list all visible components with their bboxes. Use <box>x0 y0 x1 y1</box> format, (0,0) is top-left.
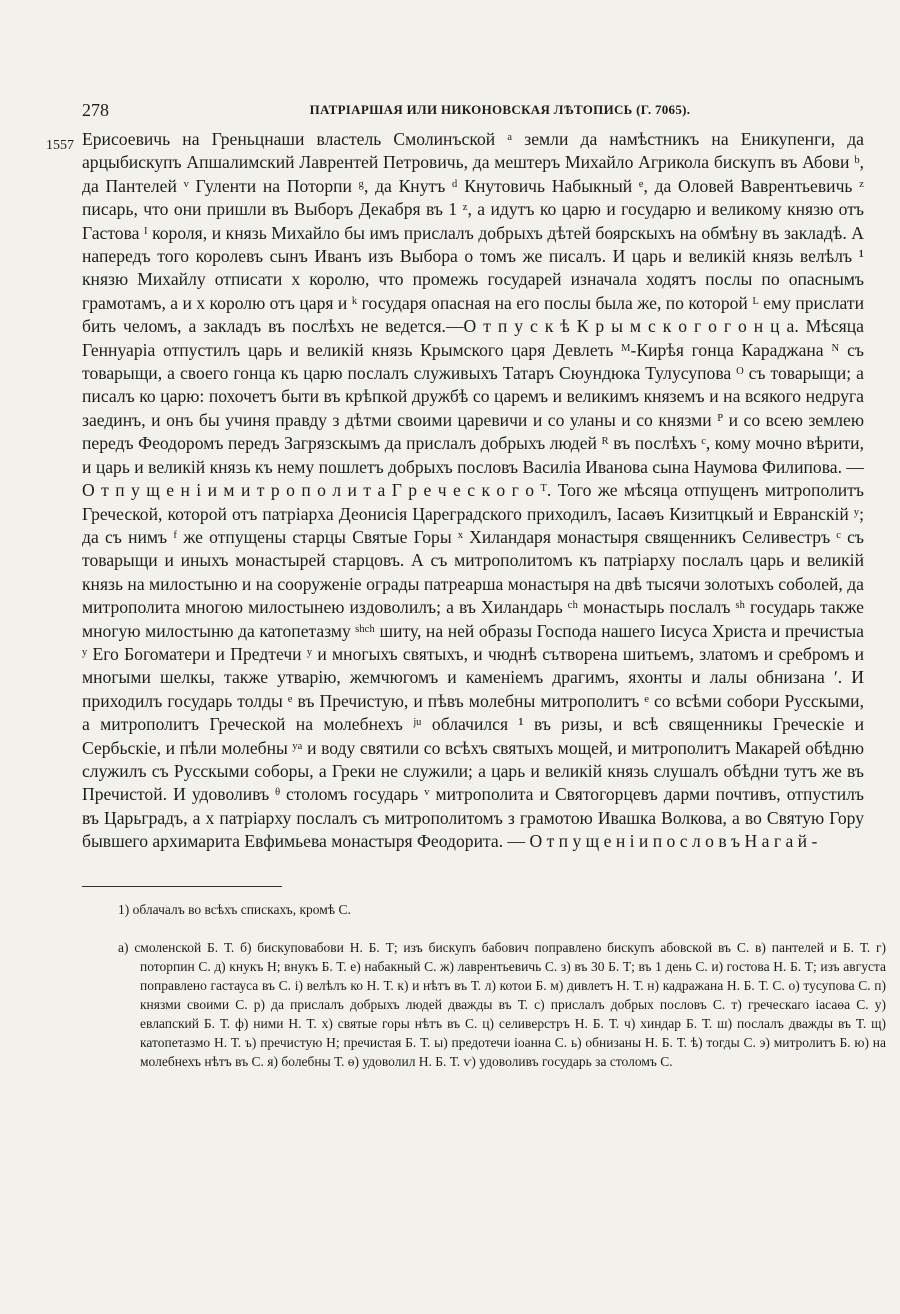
variant-readings: а) смоленской Б. Т. б) бискуповабови Н. Б. Т; изъ бискупъ бабович поправлено бискупъ абовской въ С. в) пантелей и Б. Т. г) поторпин С. д) кнукъ Н; внукъ Б. Т. е) набакный С. ж) лаврентьевичь С. з) въ 30 Б. Т; въ 1 день С. и) гостова Н. Б. Т; изъ августа поправлено гастауса въ С. і) велѣлъ ко Н. Т. к) и нѣтъ въ Т. л) котои Б. м) дивлетъ Н. Т. н) кадражана Н. Б. Т. С. о) тусупова С. п) князми своими С. р) да прислалъ добрыхъ людей дважды въ Т. с) прислалъ добрых пословъ С. т) греческаго іасаѳа С. у) евлапский Б. Т. ф) ними Н. Т. х) святые горы нѣтъ въ С. ц) селиверстръ Н. Б. Т. ч) хиндар Б. Т. ш) послалъ дважды въ Т. щ) катопетазмо Н. Т. ъ) пречистую Н; пречистая Б. Т. ы) предотечи іоанна С. ь) обнизаны Н. Б. Т. ѣ) тогды С. э) митролитъ Б. ю) на молебнехъ нѣтъ въ С. я) болебны Т. ѳ) удоволил Н. Б. Т. ѵ) удоволивъ государь за столомъ С. <box>118 940 886 1069</box>
footnote-1: 1) облачалъ во всѣхъ спискахъ, кромѣ С. <box>118 902 351 917</box>
margin-year: 1557 <box>46 138 74 153</box>
page-number: 278 <box>82 100 109 120</box>
footnote-divider <box>82 886 282 887</box>
chronicle-text: Ерисоевичь на Греньцнаши властель Смолинъской ᵃ земли да намѣстникъ на Еникупенги, да арцыбискупъ Апшалимский Лаврентей Петровичь, да мештеръ Михайло Агрикола бискупъ въ Абови ᵇ, да Пантелей ᵛ Гуленти на Поторпи ᵍ, да Кнутъ ᵈ Кнутовичь Набыкный ᵉ, да Оловей Ваврентьевичь ᶻ писарь, что они пришли въ Выборъ Декабря въ 1 ᶻ, а идутъ ко царю и государю и великому князю отъ Гастова ᴵ короля, и князь Михайло бы имъ прислалъ добрыхъ дѣтей боярскыхъ на обмѣну въ закладѣ. А напередъ того королевъ сынъ Иванъ изъ Выбора о томъ же писалъ. И царь и великій князь велѣлъ ¹ князю Михайлу отписати х королю, что промежь государей изначала ходятъ послы по опаснымъ грамотамъ, а и х королю отъ царя и ᵏ государя опасная на его послы была же, по которой ᴸ ему прислати бить челомъ, а закладъ въ послѣхъ не ведется.—О т п у с к ѣ К р ы м с к о г о г о н ц а. Мѣсяца Геннуаріа отпустилъ царь и великій князь Крымского царя Девлеть ᴹ-Кирѣя гонца Караджана ᴺ съ товарыщи, а своего гонца къ царю послалъ служивыхъ Татаръ Сюундюка Тулусупова ᴼ съ товарыщи; а писалъ ко царю: похочетъ быти въ крѣпкой дружбѣ со царемъ и великимъ княземъ и на всякого недруга заединъ, и онъ бы учиня правду з дѣтми своими царевичи и со уланы и со князми ᴾ и со всею землею передъ Феодоромъ передъ Загрязскымъ да прислалъ добрыхъ людей ᴿ въ послѣхъ ᶜ, кому мочно вѣрити, и царь и великій князь къ нему пошлетъ добрыхъ пословъ Василіа Иванова сына Наумова Филипова. — О т п у щ е н і и м и т р о п о л и т а Г р е ч е с к о г о ᵀ. Того же мѣсяца отпущенъ митрополитъ Греческой, которой отъ патріарха Деонисія Цареградского приходилъ, Іасаѳъ Кизитцкый и Евранскій ʸ; да съ нимъ ᶠ же отпущены старцы Святые Горы ˣ Хиландаря монастыря священникъ Селивестръ ᶜ съ товарыщи и иныхъ монастырей старцовъ. А съ митрополитомъ къ патріарху послалъ царь и великій князь на милостыню и на сооруженіе ограды патреарша монастыря на двѣ тысячи золотыхъ соболей, да митрополита многою милостынею издоволилъ; а въ Хиландарь ᶜʰ монастырь послалъ ˢʰ государь также многую милостыню да катопетазму ˢʰᶜʰ шиту, на ней образы Господа нашего Іисуса Христа и пречистыа ʸ Его Богоматери и Предтечи ʸ и многыхъ святыхъ, и чюднѣ сътворена шитьемъ, златомъ и сребромъ и многыми шелкы, также утварію, жемчюгомъ и каменіемъ драгимъ, яхонты и лалы обнизана ʹ. И приходилъ государь толды ᵉ въ Пречистую, и пѣвъ молебны митрополитъ ᵉ со всѣми собори Русскыми, а митрополитъ Греческой на молебнехъ ʲᵘ облачился ¹ въ ризы, и всѣ священникы Греческіе и Сербьскіе, и пѣли молебны ʸᵃ и воду святили со всѣхъ святыхъ мощей, и митрополитъ Макарей обѣдню служилъ съ Русскыми соборы, а Греки не служили; а царь и великій князь слушалъ обѣдни тутъ же въ Пречистой. И удоволивъ ᶿ столомъ государь ᵛ митрополита и Святогорцевъ дарми почтивъ, отпустилъ въ Царьградъ, а х патріарху послалъ съ митрополитомъ з грамотою Ивашка Волкова, а во Святую Гору бывшего архимарита Евфимьева монастыря Феодорита. — О т п у щ е н і и п о с л о в ъ Н а г а й - <box>82 129 864 852</box>
running-title: ПАТРІАРШАЯ ИЛИ НИКОНОВСКАЯ ЛѢТОПИСЬ (Г. 7065). <box>309 102 691 117</box>
